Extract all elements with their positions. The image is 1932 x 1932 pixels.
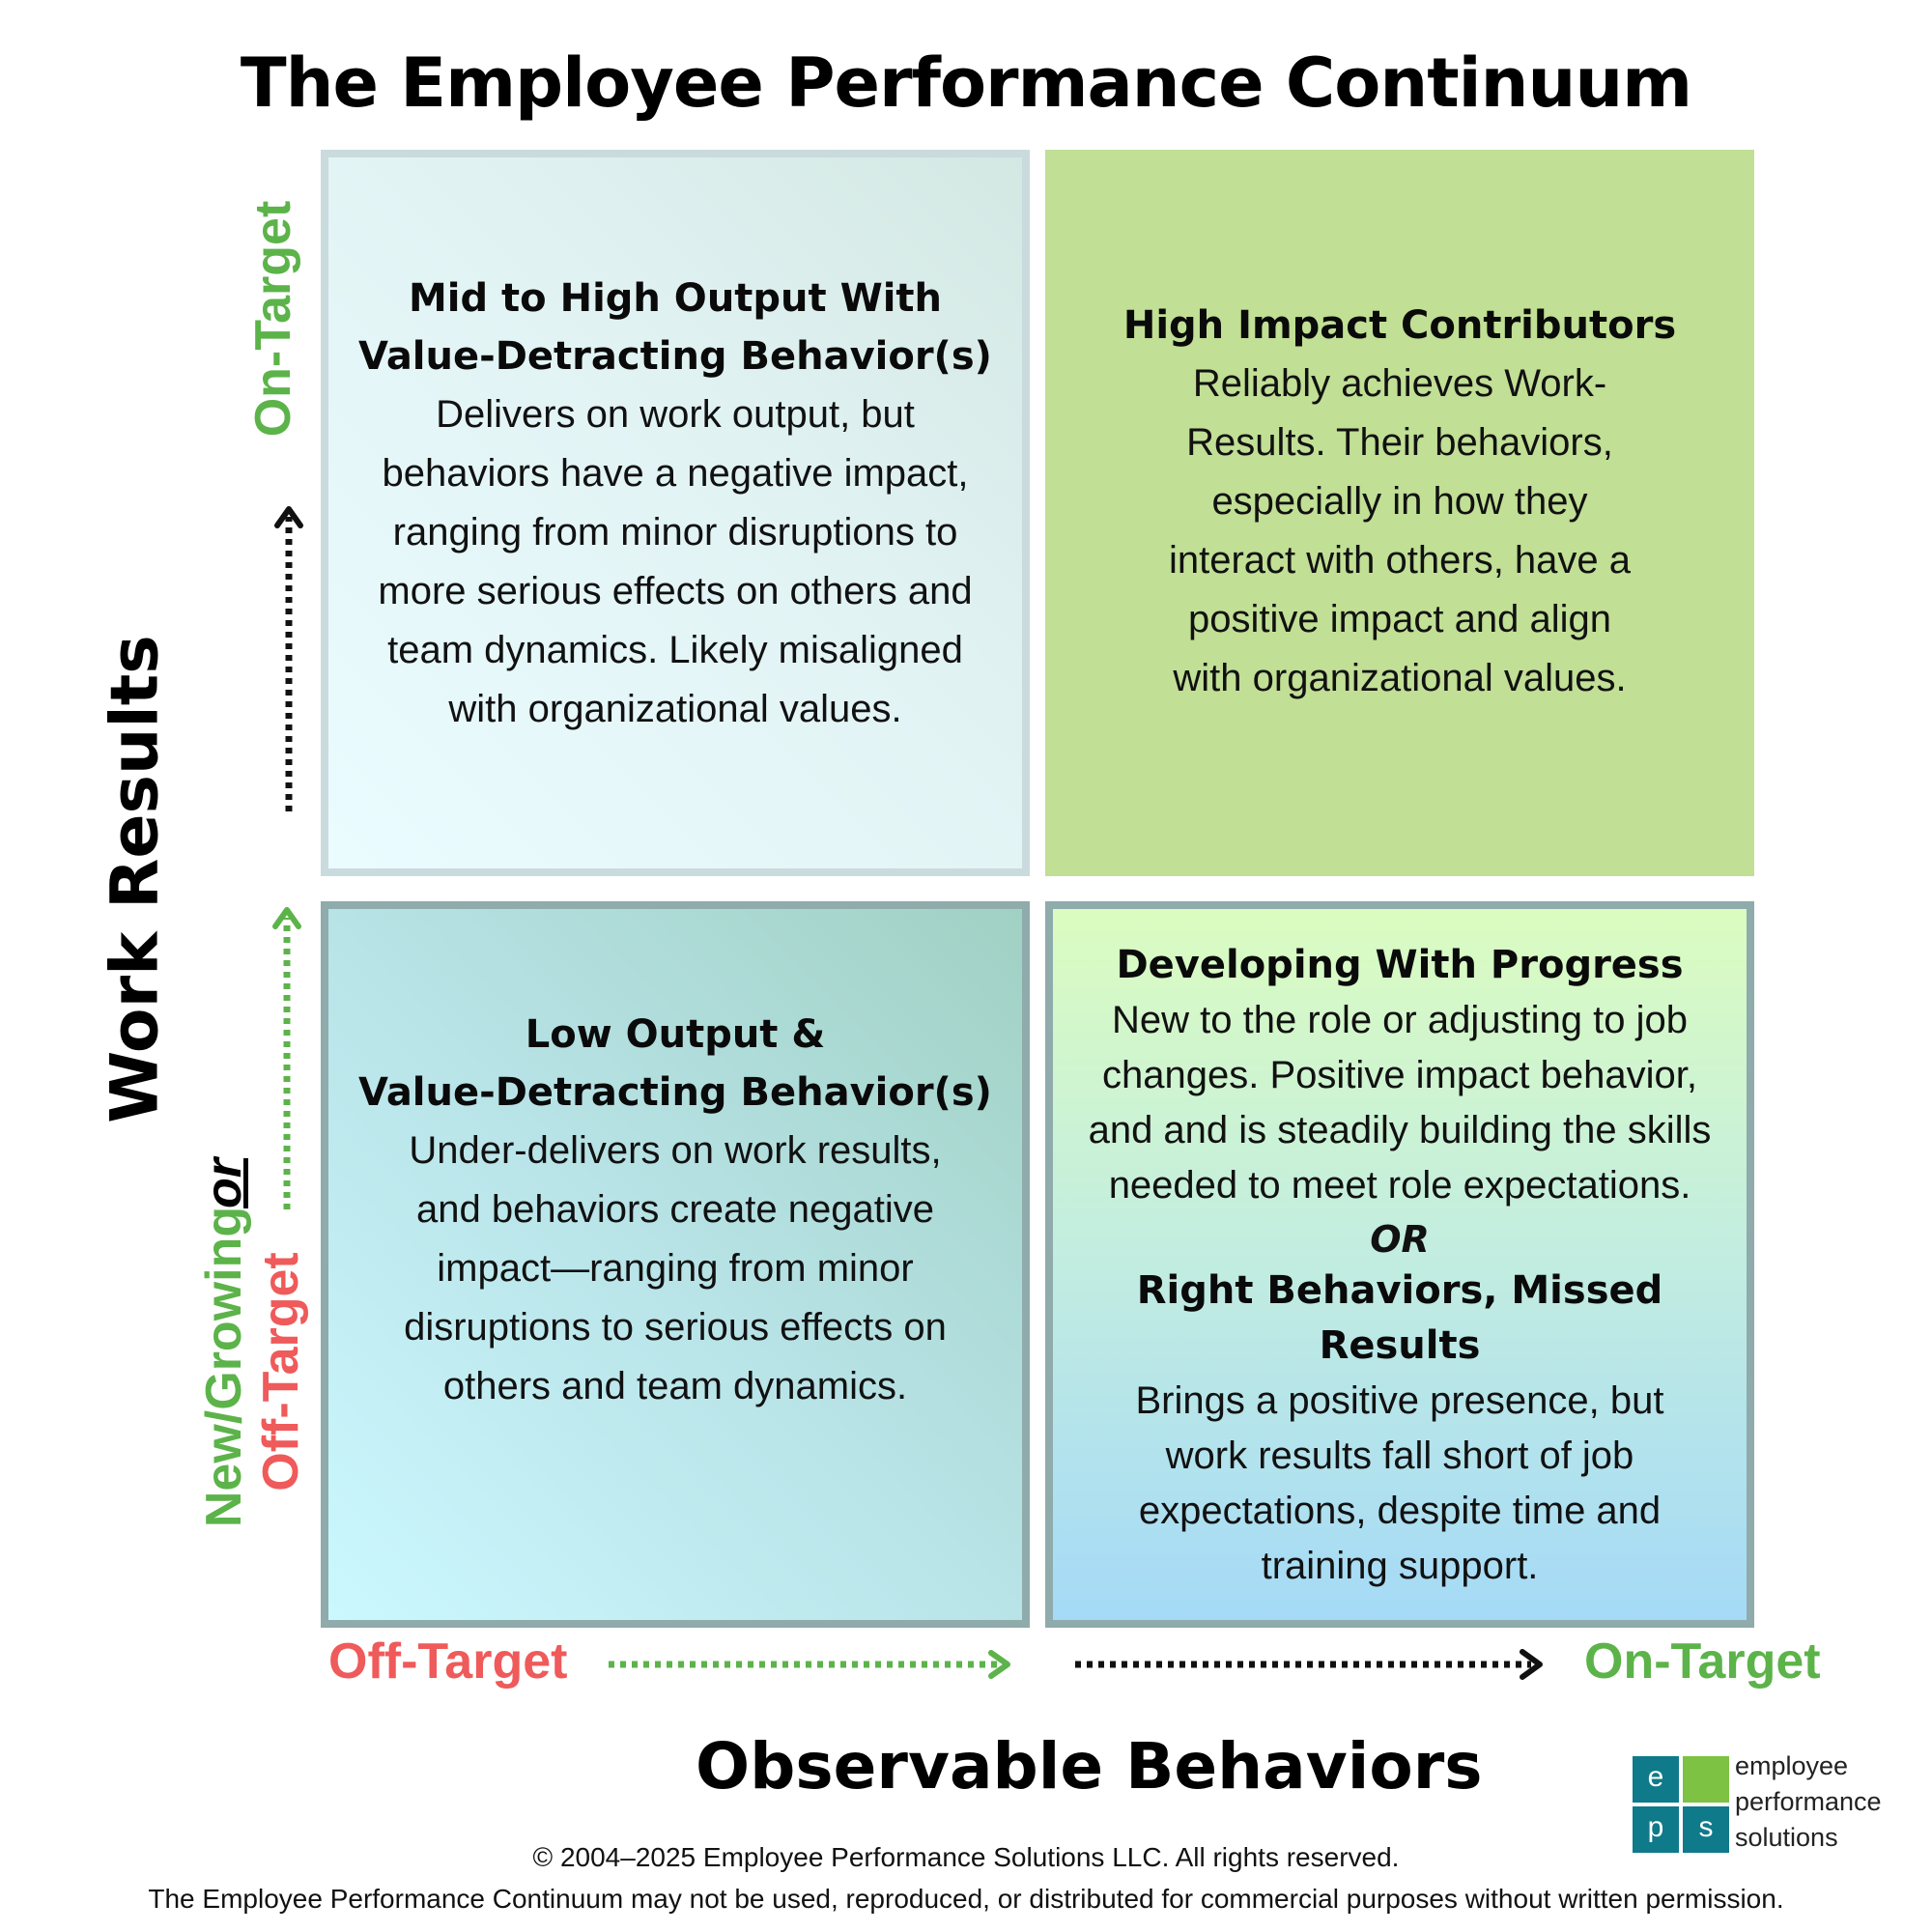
quadrant-heading: Low Output & [525,1012,826,1057]
quadrant-body-line: Delivers on work output, but [436,393,915,436]
quadrant-body-line: behaviors have a negative impact, [382,452,969,495]
quadrant-body-line: disruptions to serious effects on [404,1306,947,1349]
quadrant-body-line: Brings a positive presence, but [1135,1379,1664,1422]
x-arrow-left-green [609,1653,1008,1676]
quadrant-body-line: and behaviors create negative [416,1188,934,1231]
logo-cell-e: e [1633,1756,1679,1803]
logo-wordmark [1735,1748,1882,1856]
quadrant-body-line: changes. Positive impact behavior, [1102,1054,1697,1096]
quadrant-body-line: more serious effects on others and [378,570,973,612]
y-arrow-bottom-green [275,910,298,1209]
quadrant-body-line: Reliably achieves Work- [1192,362,1607,405]
quadrant-heading: Developing With Progress [1116,943,1684,987]
logo-text-line: employee [1735,1751,1849,1780]
usage-disclaimer: The Employee Performance Continuum may not be used, reproduced, or distributed for commercial purposes without written permission. [148,1884,1784,1914]
logo-cell-blank [1683,1756,1729,1803]
quadrant-body-line: with organizational values. [448,688,902,730]
quadrant-body-line: positive impact and align [1187,598,1612,640]
y-axis-top-label: On-Target [245,200,301,438]
quadrant-body-line: impact—ranging from minor [437,1247,914,1290]
logo-cell-s: s [1683,1806,1729,1853]
x-axis-title: Observable Behaviors [696,1729,1483,1804]
quadrant-body-line: others and team dynamics. [442,1365,908,1407]
quadrant-body-line: New to the role or adjusting to job [1112,999,1688,1041]
y-axis-title: Work Results [97,635,174,1123]
quadrant-body-line: ranging from minor disruptions to [392,511,958,554]
quadrant-body-line: Results. Their behaviors, [1186,421,1613,464]
y-axis-bottom-label-off-target: Off-Target [253,1252,309,1492]
x-axis-right-label: On-Target [1584,1634,1821,1690]
quadrant-heading: Results [1319,1323,1481,1368]
quadrant-body-line: expectations, despite time and [1138,1490,1662,1532]
quadrant-heading: Value-Detracting Behavior(s) [358,1070,992,1115]
quadrant-body-line: needed to meet role expectations. [1108,1164,1691,1207]
quadrant-body-line: especially in how they [1211,480,1588,523]
y-arrow-top-black [277,509,300,811]
quadrant-body-line: and and is steadily building the skills [1088,1109,1712,1151]
quadrant-body-line: interact with others, have a [1168,539,1632,582]
quadrant-heading: Right Behaviors, Missed [1136,1268,1663,1313]
x-arrow-right-black [1075,1652,1540,1677]
quadrant-heading: High Impact Contributors [1122,303,1677,348]
quadrant-heading: Value-Detracting Behavior(s) [358,334,992,379]
logo-text-line: performance [1735,1787,1882,1816]
or-divider: OR [1370,1218,1430,1261]
quadrant-body-line: Under-delivers on work results, [409,1129,942,1172]
eps-logo [1633,1756,1729,1853]
copyright-notice: © 2004–2025 Employee Performance Solutions LLC. All rights reserved. [532,1842,1400,1872]
logo-text-line: solutions [1735,1823,1838,1852]
quadrant-body-line: with organizational values. [1173,657,1627,699]
y-axis-bottom-label-or: or [196,1158,252,1208]
quadrant-body-line: training support. [1261,1545,1539,1587]
x-axis-left-label: Off-Target [328,1634,568,1690]
logo-cell-p: p [1633,1806,1679,1853]
quadrant-body-line: team dynamics. Likely misaligned [387,629,963,671]
quadrant-heading: Mid to High Output With [408,276,942,321]
quadrant-body-line: work results fall short of job [1165,1435,1634,1477]
y-axis-bottom-label-new-growing: New/Growing [196,1206,252,1528]
page-title: The Employee Performance Continuum [240,43,1692,123]
